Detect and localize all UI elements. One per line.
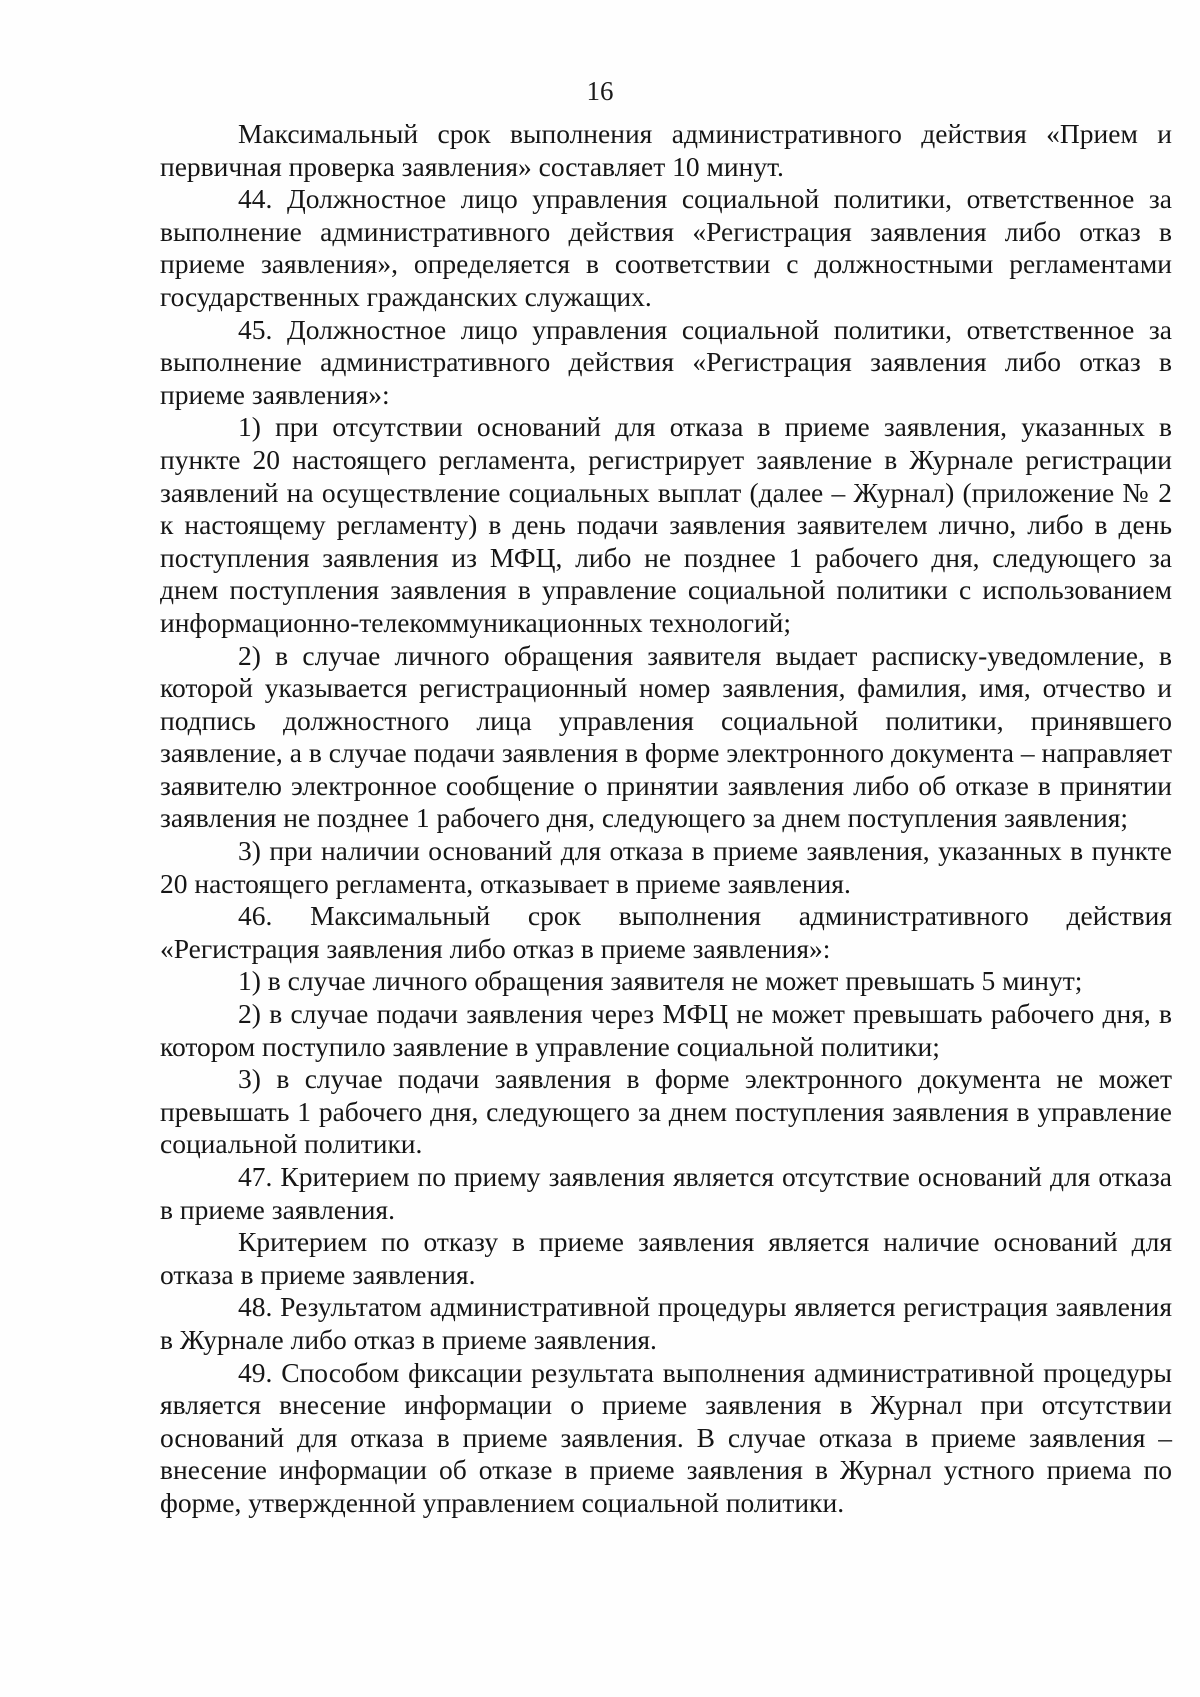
paragraph: 2) в случае личного обращения заявителя выдает расписку-уведомление, в которой указывается регистрационный номер заявления, фамилия, имя, отчество и подпись должностного лица управления социальной политики, принявшего заявление, а в случае подачи заявления в форме электронного документа – направляет заявителю электронное сообщение о принятии заявления либо об отказе в принятии заявления не позднее 1 рабочего дня, следующего за днем поступления заявления; <box>160 639 1172 834</box>
paragraph: Критерием по отказу в приеме заявления является наличие оснований для отказа в приеме заявления. <box>160 1226 1172 1290</box>
paragraph: 1) в случае личного обращения заявителя не может превышать 5 минут; <box>238 965 1083 997</box>
paragraph: 48. Результатом административной процедуры является регистрация заявления в Журнале либо отказ в приеме заявления. <box>160 1291 1172 1355</box>
paragraph: 49. Способом фиксации результата выполнения административной процедуры является внесение информации о приеме заявления в Журнал при отсутствии оснований для отказа в приеме заявления. В случае отказа в приеме заявления – внесение информации об отказе в приеме заявления в Журнал устного приема по форме, утвержденной управлением социальной политики. <box>160 1356 1172 1518</box>
paragraph: 44. Должностное лицо управления социальной политики, ответственное за выполнение административного действия «Регистрация заявления либо отказ в приеме заявления», определяется в соответствии с должностными регламентами государственных гражданских служащих. <box>160 183 1172 312</box>
paragraph: 3) в случае подачи заявления в форме электронного документа не может превышать 1 рабочего дня, следующего за днем поступления заявления в управление социальной политики. <box>160 1063 1172 1160</box>
page-number: 16 <box>586 76 614 106</box>
paragraph: 3) при наличии оснований для отказа в приеме заявления, указанных в пункте 20 настоящего регламента, отказывает в приеме заявления. <box>160 835 1172 899</box>
paragraph: 46. Максимальный срок выполнения административного действия «Регистрация заявления либо отказ в приеме заявления»: <box>160 900 1172 964</box>
document-body <box>160 118 1172 1520</box>
paragraph: 47. Критерием по приему заявления является отсутствие оснований для отказа в приеме заявления. <box>160 1161 1172 1225</box>
paragraph: 45. Должностное лицо управления социальной политики, ответственное за выполнение административного действия «Регистрация заявления либо отказ в приеме заявления»: <box>160 313 1172 410</box>
paragraph: 2) в случае подачи заявления через МФЦ не может превышать рабочего дня, в котором поступило заявление в управление социальной политики; <box>160 998 1172 1062</box>
paragraph: 1) при отсутствии оснований для отказа в приеме заявления, указанных в пункте 20 настоящего регламента, регистрирует заявление в Журнале регистрации заявлений на осуществление социальных выплат (далее – Журнал) (приложение № 2 к настоящему регламенту) в день подачи заявления заявителем лично, либо в день поступления заявления из МФЦ, либо не позднее 1 рабочего дня, следующего за днем поступления заявления в управление социальной политики с использованием информационно-телекоммуникационных технологий; <box>160 411 1172 638</box>
paragraph: Максимальный срок выполнения административного действия «Прием и первичная проверка заявления» составляет 10 минут. <box>160 118 1172 182</box>
